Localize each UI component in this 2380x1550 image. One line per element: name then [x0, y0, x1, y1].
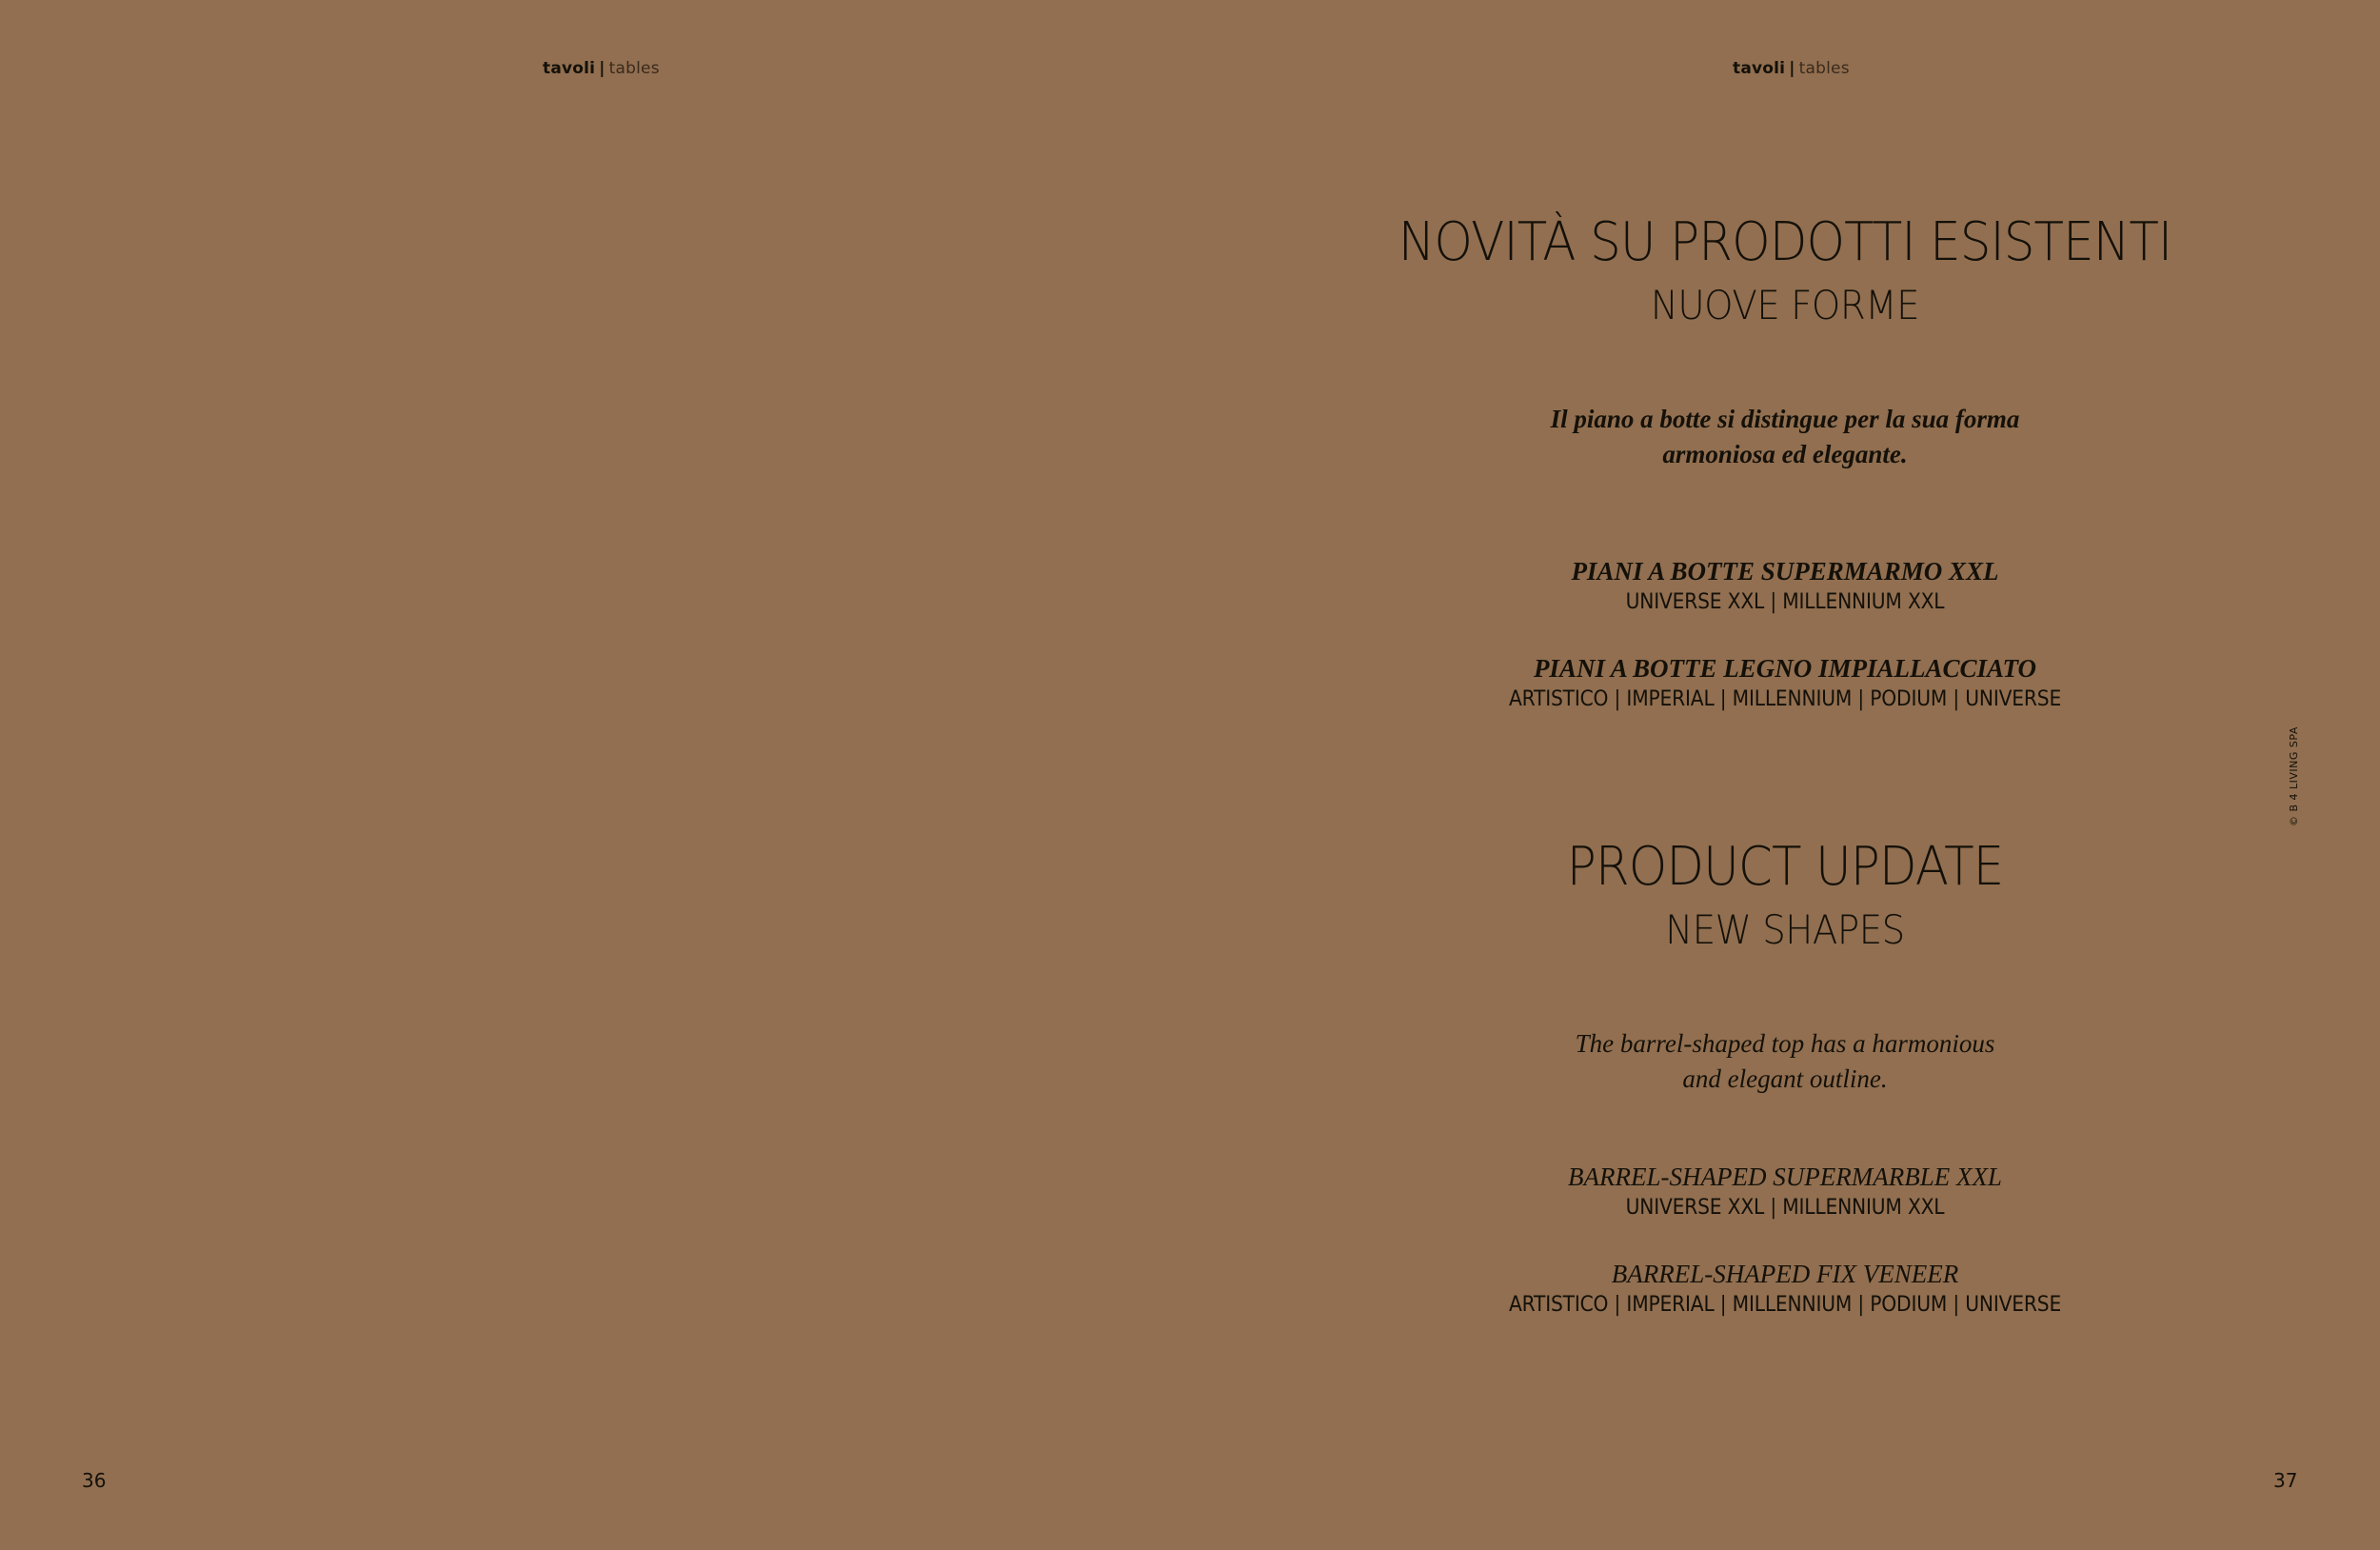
intro-italian-line2: armoniosa ed elegante.: [1662, 440, 1908, 468]
intro-english-line1: The barrel-shaped top has a harmonious: [1575, 1029, 1995, 1058]
running-head-primary: tavoli: [1733, 59, 1786, 78]
product-name: PIANI A BOTTE LEGNO IMPIALLACCIATO: [1533, 654, 2037, 683]
product-models: UNIVERSE XXL | MILLENNIUM XXL: [1625, 1196, 1945, 1220]
product-models: UNIVERSE XXL | MILLENNIUM XXL: [1625, 590, 1945, 614]
running-head-secondary: tables: [1798, 59, 1850, 78]
product-name: BARREL-SHAPED SUPERMARBLE XXL: [1568, 1162, 2002, 1191]
section-subtitle-italian: NUOVE FORME: [1650, 282, 1920, 328]
page-number: 36: [82, 1469, 107, 1492]
running-head-separator: |: [1789, 59, 1795, 78]
product-models: ARTISTICO | IMPERIAL | MILLENNIUM | PODIUM | UNIVERSE: [1508, 1293, 2062, 1317]
running-head: [543, 59, 660, 78]
product-name: PIANI A BOTTE SUPERMARMO XXL: [1571, 557, 1999, 586]
running-head: [1733, 59, 1850, 78]
page-number: 37: [2273, 1469, 2298, 1492]
section-title-italian: NOVITÀ SU PRODOTTI ESISTENTI: [1398, 211, 2172, 273]
running-head-secondary: tables: [608, 59, 660, 78]
section-title-english: PRODUCT UPDATE: [1566, 836, 2004, 898]
copyright-credit: © B 4 LIVING SPA: [2288, 726, 2300, 826]
running-head-separator: |: [599, 59, 605, 78]
product-name: BARREL-SHAPED FIX VENEER: [1611, 1260, 1959, 1288]
section-subtitle-english: NEW SHAPES: [1665, 906, 1905, 953]
intro-italian-line1: Il piano a botte si distingue per la sua forma: [1550, 405, 2020, 433]
running-head-primary: tavoli: [543, 59, 596, 78]
intro-english-line2: and elegant outline.: [1682, 1064, 1888, 1093]
product-models: ARTISTICO | IMPERIAL | MILLENNIUM | PODIUM | UNIVERSE: [1508, 687, 2062, 711]
